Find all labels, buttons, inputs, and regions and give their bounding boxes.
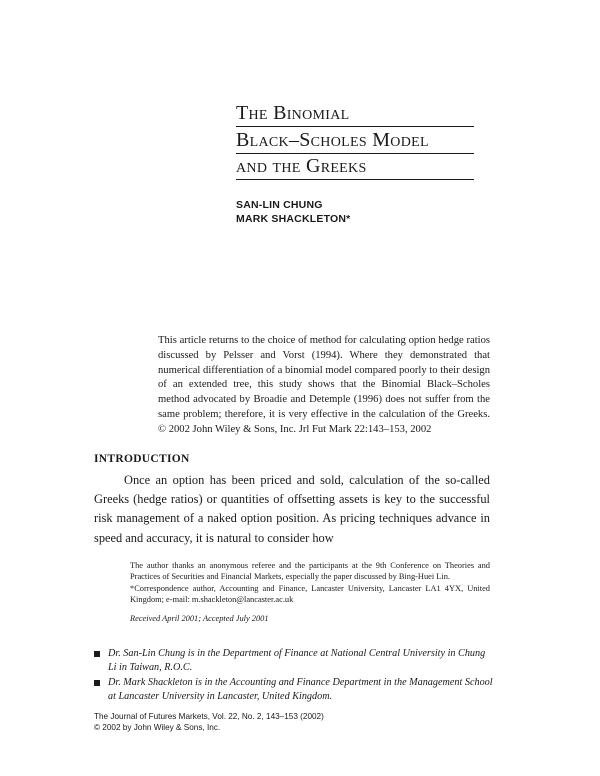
author-name: SAN-LIN CHUNG (236, 199, 323, 211)
bio-text: Dr. San-Lin Chung is in the Department of Finance at National Central University in Chung Li in Taiwan, R.O.C. (108, 648, 486, 673)
journal-citation: The Journal of Futures Markets, Vol. 22, No. 2, 143–153 (2002) (94, 712, 324, 721)
acknowledgment-footnote: The author thanks an anonymous referee and the participants at the 9th Conference on Theories and Practices of Securities and Financial Markets, especially the paper discussed by Bing-Huei Lin. (130, 561, 490, 582)
square-bullet-icon (94, 680, 100, 686)
bio-item (94, 647, 494, 674)
author-bios (94, 647, 494, 705)
section-heading: INTRODUCTION (94, 453, 190, 465)
title-line-3: and the Greeks (236, 155, 367, 177)
title-rule (236, 153, 474, 154)
author-name: MARK SHACKLETON* (236, 213, 351, 225)
bio-text: Dr. Mark Shackleton is in the Accounting and Finance Department in the Management School at Lancaster University in Lancaster, United Kingdom. (108, 677, 493, 702)
title-line-2: Black–Scholes Model (236, 129, 429, 151)
abstract: This article returns to the choice of method for calculating option hedge ratios discussed by Pelsser and Vorst (1994). Where they demonstrated that numerical differentiation of a binomial model compared poorly to their design of an extended tree, this study shows that the Binomial Black–Scholes method advocated by Broadie and Detemple (1996) does not suffer from the same problem; therefore, it is very effective in the calculation of the Greeks. © 2002 John Wiley & Sons, Inc. Jrl Fut Mark 22:143–153, 2002 (158, 335, 490, 435)
title-rule (236, 126, 474, 127)
square-bullet-icon (94, 651, 100, 657)
received-dates: Received April 2001; Accepted July 2001 (130, 614, 269, 623)
journal-copyright: © 2002 by John Wiley & Sons, Inc. (94, 723, 221, 732)
bio-item (94, 676, 494, 703)
title-line-1: The Binomial (236, 102, 350, 124)
title-rule (236, 179, 474, 180)
intro-paragraph: Once an option has been priced and sold, calculation of the so-called Greeks (hedge ratios) or quantities of offsetting assets is key to the successful risk management of a naked option position. As pricing techniques advance in speed and accuracy, it is natural to consider how (94, 473, 490, 545)
correspondence-footnote: *Correspondence author, Accounting and Finance, Lancaster University, Lancaster LA1 4YX, United Kingdom; e-mail: m.shackleton@lancaster.ac.uk (130, 584, 490, 605)
